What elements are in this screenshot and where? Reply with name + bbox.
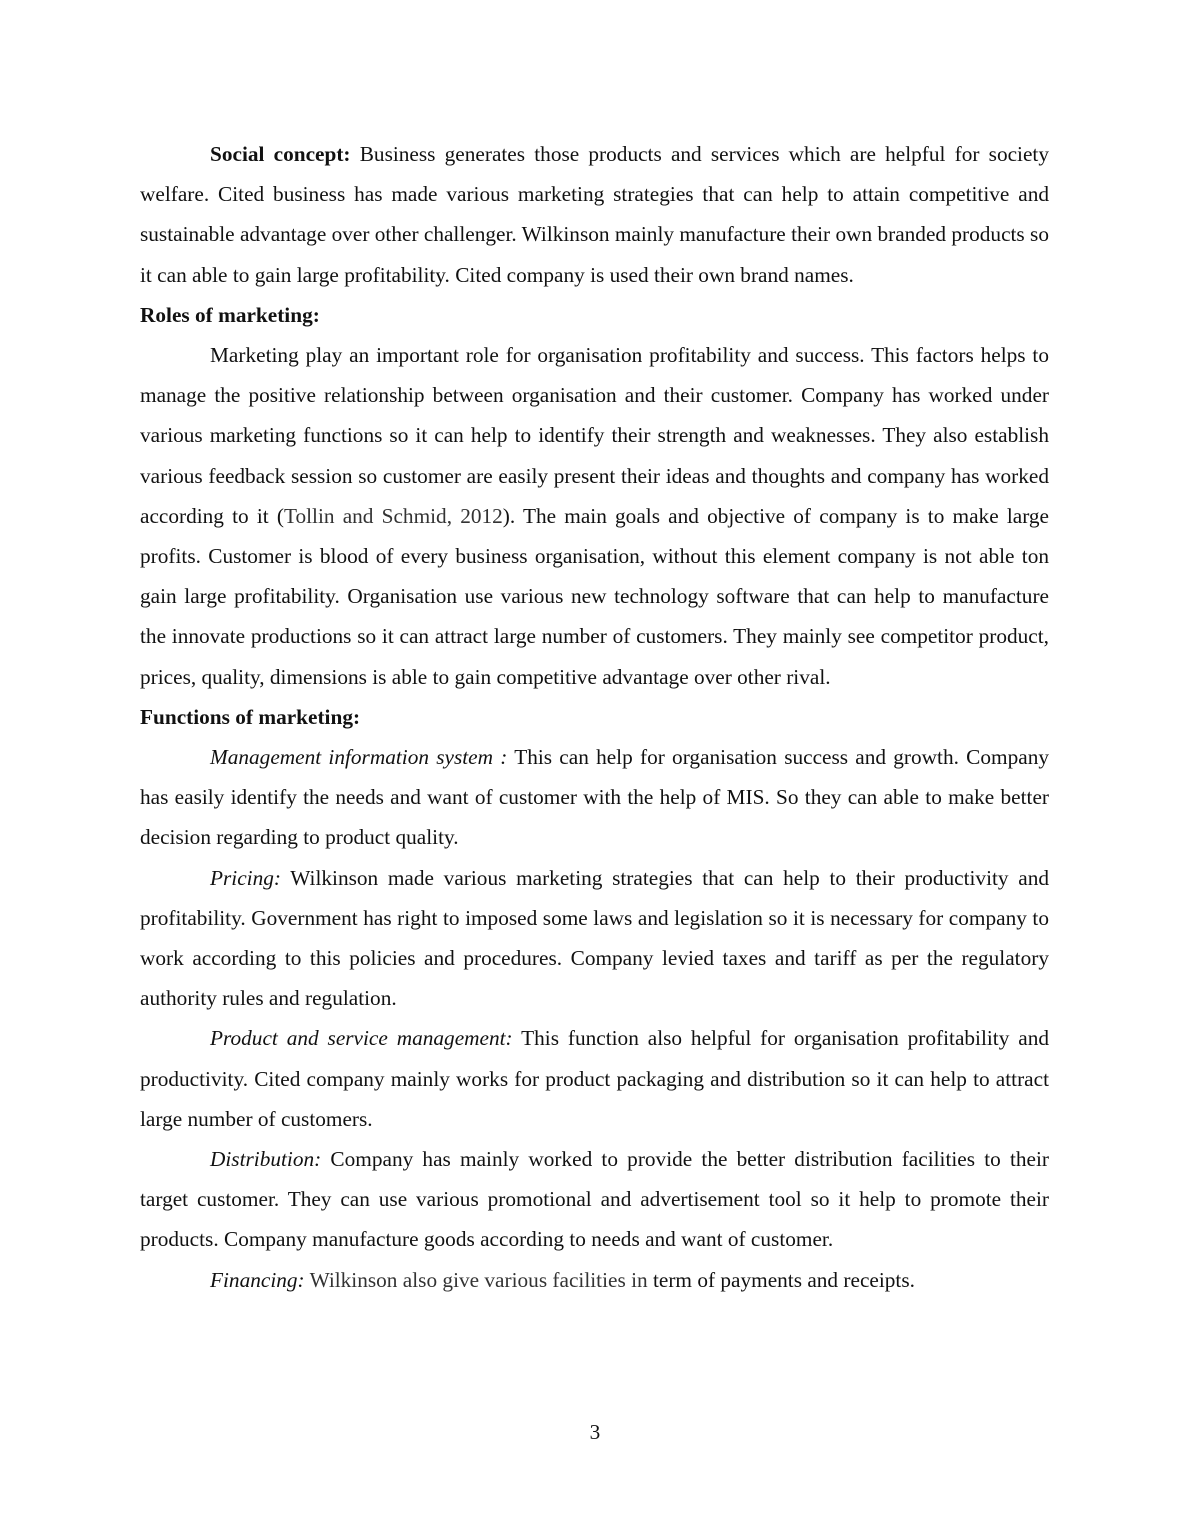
financing-paragraph [140, 1260, 1049, 1300]
mis-paragraph [140, 737, 1049, 858]
product-lead: Product and service management: [210, 1026, 513, 1051]
product-paragraph [140, 1018, 1049, 1139]
roles-text-before: Marketing play an important role for organisation profitability and success. This factors helps to manage the positive relationship between organisation and their customer. Company has worked under various marketing functions so it can help to identify their strength and weaknesses. They also establish various feedback session so customer are easily present their ideas and thoughts and company has worked according to it ( [140, 343, 1049, 528]
distribution-paragraph [140, 1139, 1049, 1260]
social-concept-lead: Social concept: [210, 142, 351, 166]
pricing-text: Wilkinson made various marketing strategies that can help to their productivity and profitability. Government has right to imposed some laws and legislation so it is necessary for company to work according to this policies and procedures. Company levied taxes and tariff as per the regulatory authority rules and regulation. [140, 865, 1049, 1011]
document-page [140, 134, 1049, 1300]
financing-text-soft: Wilkinson also give various facilities in [304, 1267, 648, 1292]
roles-paragraph [140, 335, 1049, 697]
distribution-text: Company has mainly worked to provide the better distribution facilities to their target customer. They can use various promotional and advertisement tool so it help to promote their products. Company manufacture goods according to needs and want of customer. [140, 1147, 1049, 1252]
roles-heading: Roles of marketing: [140, 302, 320, 327]
roles-citation: Tollin and Schmid, 2012 [283, 503, 503, 528]
distribution-lead: Distribution: [210, 1147, 322, 1172]
pricing-paragraph [140, 858, 1049, 1019]
product-text: This function also helpful for organisation profitability and productivity. Cited company mainly works for product packaging and distribution so it can help to attract large number of customers. [140, 1026, 1049, 1131]
social-concept-paragraph [140, 134, 1049, 295]
financing-text-rest: term of payments and receipts. [647, 1267, 915, 1292]
social-concept-text: Business generates those products and services which are helpful for society welfare. Cited business has made various marketing strategies that can help to attain competitive and sustainable advantage over other challenger. Wilkinson mainly manufacture their own branded products so it can able to gain large profitability. Cited company is used their own brand names. [140, 142, 1049, 287]
financing-lead: Financing: [210, 1267, 305, 1292]
mis-text: This can help for organisation success and growth. Company has easily identify the needs and want of customer with the help of MIS. So they can able to make better decision regarding to product quality. [140, 745, 1049, 850]
pricing-lead: Pricing: [210, 865, 281, 890]
functions-heading: Functions of marketing: [140, 704, 361, 729]
mis-lead: Management information system : [210, 745, 508, 770]
page-number: 3 [589, 1420, 601, 1444]
roles-text-after: ). The main goals and objective of company is to make large profits. Customer is blood of every business organisation, without this element company is not able ton gain large profitability. Organisation use various new technology software that can help to manufacture the innovate productions so it can attract large number of customers. They mainly see competitor product, prices, quality, dimensions is able to gain competitive advantage over other rival. [140, 503, 1049, 689]
